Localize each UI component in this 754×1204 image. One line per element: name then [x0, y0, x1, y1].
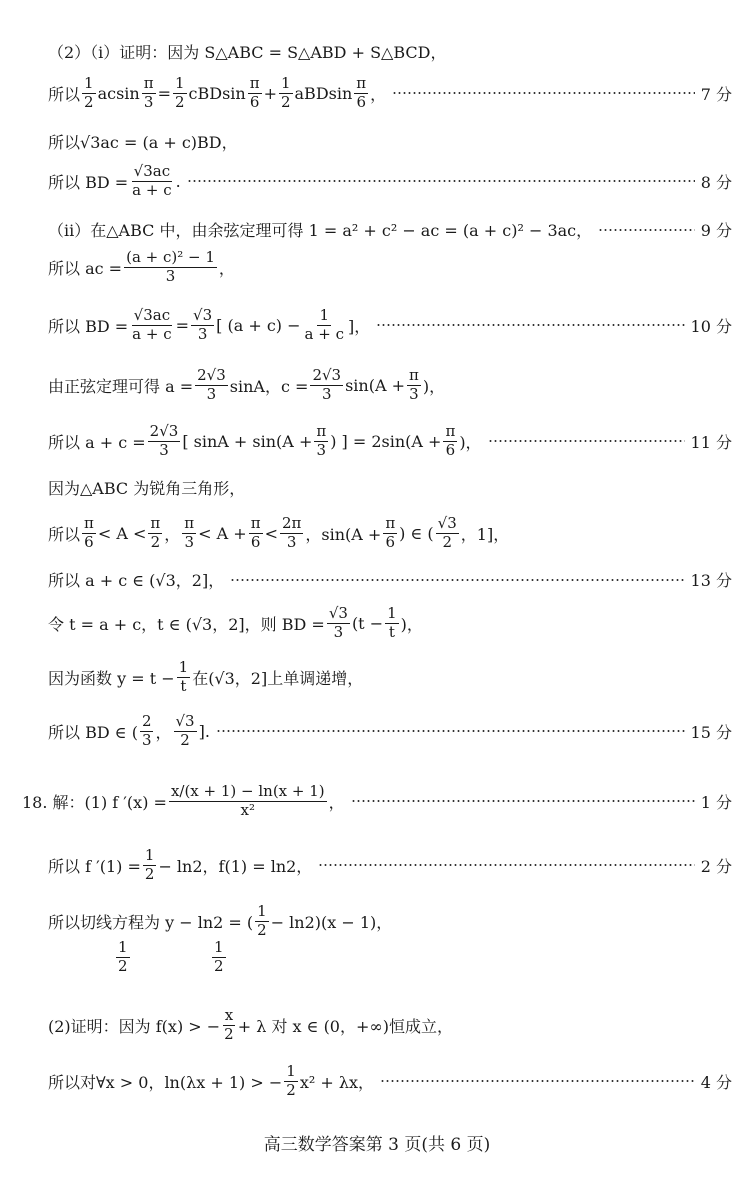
numerator: π	[409, 366, 419, 384]
numerator: x	[224, 1006, 234, 1024]
content	[48, 164, 181, 199]
proof-line-14	[48, 660, 732, 695]
content	[48, 1064, 374, 1099]
text: + λ 对 x ∈ (0，+∞)恒成立，	[237, 1016, 453, 1036]
denominator: a + c	[132, 324, 172, 343]
content	[48, 308, 370, 343]
text: 由正弦定理可得 a =	[48, 376, 194, 396]
text: ].	[198, 721, 210, 741]
fraction-sqrt3-over-3	[327, 606, 350, 641]
numerator: 1	[319, 306, 330, 324]
leader-dots	[230, 579, 684, 581]
fraction-sqrt3-over-2	[436, 516, 459, 551]
leader-dots	[380, 1080, 695, 1082]
proof-line-3	[48, 130, 732, 153]
score-label: 11 分	[690, 432, 732, 452]
fraction-pi3	[142, 76, 156, 111]
fraction-one-over-apc	[303, 308, 346, 343]
content	[48, 76, 386, 111]
fraction-sqrt3-over-2	[174, 714, 197, 749]
numerator: 1	[387, 604, 397, 622]
text: (2)证明：因为 f(x) > −	[48, 1016, 221, 1036]
proof-line-17	[48, 904, 732, 939]
fraction-pi3	[182, 516, 196, 551]
numerator: 1	[280, 74, 291, 92]
denominator: 3	[143, 92, 154, 111]
proof-line-2	[48, 76, 732, 111]
denominator: 2	[442, 532, 452, 551]
denominator: 3	[206, 384, 217, 403]
text: x² + λx，	[299, 1072, 374, 1092]
text: 令 t = a + c，t ∈ (√3，2]，则 BD =	[48, 614, 325, 634]
content	[48, 424, 482, 459]
numerator: π	[356, 74, 367, 92]
text: =	[157, 83, 171, 103]
denominator: 2	[144, 864, 155, 883]
text: 所以 BD =	[48, 172, 129, 192]
text: )，	[422, 376, 446, 396]
proof-line-8	[48, 368, 732, 403]
fraction-pi6	[443, 424, 457, 459]
text: ]，	[347, 316, 371, 336]
text: （ⅱ）在△ABC 中，由余弦定理可得 1 = a² + c² − ac = (a + c)² − 3ac，	[48, 221, 593, 240]
proof-line-4	[48, 164, 732, 199]
proof-line-11	[48, 516, 732, 551]
denominator: 3	[159, 440, 169, 459]
text: 所以√3ac = (a + c)BD，	[48, 133, 238, 152]
fraction-pi6	[248, 76, 262, 111]
text: 所以	[48, 84, 81, 104]
leader-dots	[318, 864, 694, 866]
fraction-two-sqrt3-over-3	[148, 424, 181, 459]
denominator: 3	[165, 266, 176, 285]
numerator: 1	[144, 846, 155, 864]
proof-line-1	[48, 40, 732, 63]
text: ，	[164, 524, 181, 544]
text: .	[175, 171, 181, 191]
numerator: √3ac	[133, 162, 171, 180]
numerator: √3ac	[133, 306, 171, 324]
numerator: √3	[328, 604, 348, 622]
numerator: 1	[286, 1062, 296, 1080]
fraction-ac	[124, 250, 217, 285]
text: ，	[370, 84, 387, 104]
fraction-sqrt3-over-3	[191, 308, 214, 343]
text: )，	[400, 614, 423, 634]
numerator: π	[385, 514, 396, 532]
text: − ln2，f(1) = ln2，	[158, 856, 313, 876]
proof-line-7	[48, 308, 732, 343]
text: =	[175, 315, 190, 335]
text: 所以 ac =	[48, 258, 123, 278]
proof-line-13	[48, 606, 732, 641]
fraction-two-sqrt3-over-3	[310, 368, 343, 403]
text: 因为△ABC 为锐角三角形，	[48, 479, 246, 498]
content	[48, 516, 509, 551]
content	[48, 714, 210, 749]
fraction-half	[279, 76, 293, 111]
fraction-half	[255, 904, 269, 939]
text: 所以对∀x > 0，ln(λx + 1) > −	[48, 1072, 283, 1092]
fraction-pi6	[383, 516, 397, 551]
numerator: π	[249, 74, 260, 92]
denominator: a + c	[132, 180, 172, 199]
question-18-line	[22, 784, 732, 819]
proof-line-15	[48, 714, 732, 749]
text: 所以 a + c =	[48, 432, 146, 452]
denominator: 3	[321, 384, 332, 403]
content	[48, 660, 363, 695]
numerator: √3	[437, 514, 457, 532]
proof-line-5	[48, 218, 732, 241]
fraction-half	[212, 940, 226, 975]
content	[48, 904, 392, 939]
denominator: 2	[180, 730, 190, 749]
numerator: 2√3	[197, 366, 226, 384]
leader-dots	[598, 229, 695, 231]
text: （2）（ⅰ）证明：因为 S△ABC = S△ABD + S△BCD，	[48, 43, 447, 62]
text: ，1]，	[460, 524, 510, 544]
numerator: 2√3	[312, 366, 342, 384]
fraction-half	[143, 848, 157, 883]
score-label: 8 分	[700, 172, 732, 192]
leader-dots	[376, 324, 684, 326]
denominator: 6	[356, 92, 366, 111]
fraction-two-pi3	[280, 516, 303, 551]
denominator: a + c	[304, 324, 344, 343]
numerator: π	[316, 422, 327, 440]
numerator: π	[184, 514, 195, 532]
text: 所以	[48, 524, 81, 544]
text: aBDsin	[294, 83, 353, 103]
fraction-pi3	[407, 368, 421, 403]
denominator: 6	[84, 532, 94, 551]
fraction-half	[82, 76, 96, 111]
fraction-x-over-2	[222, 1008, 236, 1043]
text: 所以 a + c ∈ (√3，2]，	[48, 571, 225, 590]
numerator: 2√3	[149, 422, 179, 440]
score-label: 7 分	[700, 84, 732, 104]
denominator: 2	[84, 92, 94, 111]
denominator: t	[180, 676, 187, 695]
fraction-pi3	[314, 424, 328, 459]
content	[48, 606, 423, 641]
content	[22, 784, 345, 819]
denominator: 3	[197, 324, 208, 343]
text: ，	[328, 792, 345, 812]
leader-dots	[488, 440, 685, 442]
proof-line-20	[48, 1064, 732, 1099]
proof-line-12	[48, 568, 732, 591]
proof-line-16	[48, 848, 732, 883]
denominator: 2	[150, 532, 161, 551]
fraction-derivative	[169, 784, 327, 819]
text: sin(A +	[345, 375, 406, 395]
fraction-two-thirds	[140, 714, 154, 749]
numerator: π	[250, 514, 261, 532]
text: )，	[459, 432, 482, 452]
text: 因为函数 y = t −	[48, 668, 175, 688]
fraction-pi2	[148, 516, 162, 551]
numerator: √3	[193, 306, 213, 324]
numerator: (a + c)² − 1	[126, 248, 215, 266]
text: 所以 BD =	[48, 316, 129, 336]
numerator: 1	[174, 74, 185, 92]
denominator: 2	[174, 92, 185, 111]
score-label: 13 分	[690, 571, 732, 590]
text: < A <	[97, 523, 147, 543]
text: +	[263, 83, 277, 103]
cropped-line	[48, 938, 732, 984]
denominator: 6	[445, 440, 456, 459]
text: cBDsin	[188, 83, 246, 103]
leader-dots	[216, 730, 685, 732]
text: sinA，c =	[229, 376, 309, 396]
text: 所以 BD ∈ (	[48, 722, 138, 742]
fraction-half	[116, 940, 130, 975]
content	[48, 368, 445, 403]
fraction-pi6	[354, 76, 368, 111]
leader-dots	[392, 92, 695, 94]
fraction-half	[173, 76, 187, 111]
numerator: 1	[178, 658, 189, 676]
denominator: 2	[118, 956, 128, 975]
fraction-two-sqrt3-over-3	[195, 368, 228, 403]
content	[48, 848, 312, 883]
numerator: 1	[84, 74, 94, 92]
text: ，	[155, 722, 172, 742]
denominator: 2	[224, 1024, 234, 1043]
fraction-one-over-t	[385, 606, 399, 641]
denominator: 3	[141, 730, 152, 749]
denominator: 2	[214, 956, 224, 975]
numerator: 1	[214, 938, 224, 956]
text: (t −	[351, 613, 384, 633]
numerator: π	[143, 74, 154, 92]
proof-line-6	[48, 250, 732, 285]
numerator: 1	[118, 938, 128, 956]
fraction-sqrt3ac	[130, 308, 173, 343]
denominator: x²	[240, 800, 256, 819]
numerator: 2π	[281, 514, 302, 532]
text: acsin	[97, 83, 140, 103]
content	[48, 1008, 453, 1043]
numerator: π	[150, 514, 161, 532]
numerator: x/(x + 1) − ln(x + 1)	[170, 782, 325, 800]
text: ) ] = 2sin(A +	[330, 431, 442, 451]
score-label: 9 分	[700, 221, 732, 240]
text: 所以切线方程为 y − ln2 = (	[48, 912, 254, 932]
proof-line-19	[48, 1008, 732, 1043]
text: ) ∈ (	[399, 523, 434, 543]
denominator: 3	[286, 532, 297, 551]
text: ，sin(A +	[305, 524, 382, 544]
proof-line-9	[48, 424, 732, 459]
text: < A +	[198, 523, 247, 543]
denominator: 3	[409, 384, 419, 403]
score-label: 1 分	[700, 792, 732, 812]
denominator: 6	[249, 92, 260, 111]
page-footer: 高三数学答案第 3 页(共 6 页)	[263, 1135, 491, 1155]
numerator: 2	[141, 712, 152, 730]
numerator: √3	[175, 712, 195, 730]
denominator: 6	[385, 532, 396, 551]
text: ，	[218, 258, 235, 278]
text: [ (a + c) −	[216, 315, 301, 335]
fraction-one-over-t	[177, 660, 191, 695]
proof-line-10	[48, 476, 732, 499]
numerator: 1	[257, 902, 267, 920]
denominator: 3	[333, 622, 344, 641]
numerator: π	[84, 514, 94, 532]
fraction-pi6	[82, 516, 96, 551]
score-label: 4 分	[700, 1072, 732, 1092]
text: <	[264, 523, 278, 543]
score-label: 10 分	[690, 316, 732, 336]
text: 18. 解：(1) f ′(x) =	[22, 792, 167, 812]
denominator: 2	[280, 92, 291, 111]
fraction-half	[284, 1064, 298, 1099]
text: [ sinA + sin(A +	[182, 431, 313, 451]
numerator: π	[445, 422, 456, 440]
text: 在(√3，2]上单调递增，	[192, 668, 364, 688]
leader-dots	[351, 800, 695, 802]
denominator: 6	[250, 532, 261, 551]
content	[48, 250, 235, 285]
fraction-pi6	[249, 516, 263, 551]
score-label: 15 分	[690, 722, 732, 742]
text: 所以 f ′(1) =	[48, 856, 141, 876]
denominator: 3	[316, 440, 327, 459]
denominator: 2	[257, 920, 267, 939]
fraction-sqrt3ac	[130, 164, 173, 199]
text: − ln2)(x − 1)，	[270, 912, 393, 932]
score-label: 2 分	[700, 856, 732, 876]
leader-dots	[187, 180, 695, 182]
denominator: t	[388, 622, 395, 641]
denominator: 3	[184, 532, 194, 551]
denominator: 2	[286, 1080, 296, 1099]
